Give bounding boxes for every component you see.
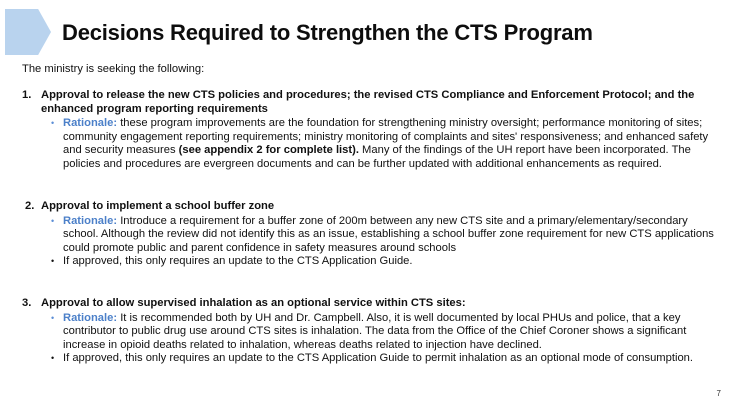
rationale-text: Introduce a requirement for a buffer zone of 200m between any new CTS site and a primary/elementary/secondary school. Although the review did not identify this as an issue, establishing a school buffer zone requirement for new CTS applications could promote public and parent confidence in safety measures around schools <box>63 214 714 254</box>
rationale-label: Rationale: <box>63 117 118 130</box>
decision-heading: Approval to allow supervised inhalation as an optional service within CTS sites: <box>41 297 466 309</box>
note-item <box>22 255 722 269</box>
decision-3 <box>22 297 722 366</box>
rationale-text: these program improvements are the foundation for strengthening ministry oversight; performance monitoring of sites; community engagement reporting requirements; ministry monitoring of complaints and sites' responsiveness; and enhanced safety and security measures <box>63 117 709 157</box>
title-chevron-icon <box>5 9 51 55</box>
intro-text: The ministry is seeking the following: <box>22 63 205 75</box>
appendix-reference: (see appendix 2 for complete list). <box>178 144 359 157</box>
page-number: 7 <box>716 389 721 398</box>
decision-number: 2. <box>25 200 35 212</box>
slide-title: Decisions Required to Strengthen the CTS Program <box>62 20 593 45</box>
bullet-icon: • <box>51 353 55 364</box>
rationale-item <box>22 215 722 256</box>
bullet-icon: • <box>51 312 55 323</box>
rationale-item <box>22 117 722 171</box>
decision-1 <box>22 89 722 172</box>
note-item <box>22 352 722 366</box>
decision-heading: Approval to implement a school buffer zone <box>41 200 275 212</box>
note-text: If approved, this only requires an update to the CTS Application Guide to permit inhalation as an optional mode of consumption. <box>63 352 693 365</box>
rationale-text: It is recommended both by UH and Dr. Campbell. Also, it is well documented by local PHUs and police, that a key contributor to public drug use around CTS sites is inhalation. The data from the Office of the Chief Coroner shows a significant increase in opioid deaths related to inhalation, whereas deaths related to injection have declined. <box>63 311 687 351</box>
decision-heading: Approval to release the new CTS policies and procedures; the revised CTS Compliance and Enforcement Protocol; and the enhanced program reporting requirements <box>41 89 695 115</box>
decision-number: 1. <box>22 89 32 101</box>
decision-2 <box>22 200 722 269</box>
rationale-text-cont: Many of the findings of the UH report have been incorporated. The policies and procedures are evergreen documents and can be further updated with additional enhancements as required. <box>63 144 691 170</box>
rationale-label: Rationale: <box>63 214 118 227</box>
decision-number: 3. <box>22 297 32 309</box>
rationale-item <box>22 312 722 353</box>
bullet-icon: • <box>51 118 55 129</box>
bullet-icon: • <box>51 215 55 226</box>
rationale-label: Rationale: <box>63 311 118 324</box>
note-text: If approved, this only requires an update to the CTS Application Guide. <box>63 255 413 268</box>
bullet-icon: • <box>51 256 55 267</box>
